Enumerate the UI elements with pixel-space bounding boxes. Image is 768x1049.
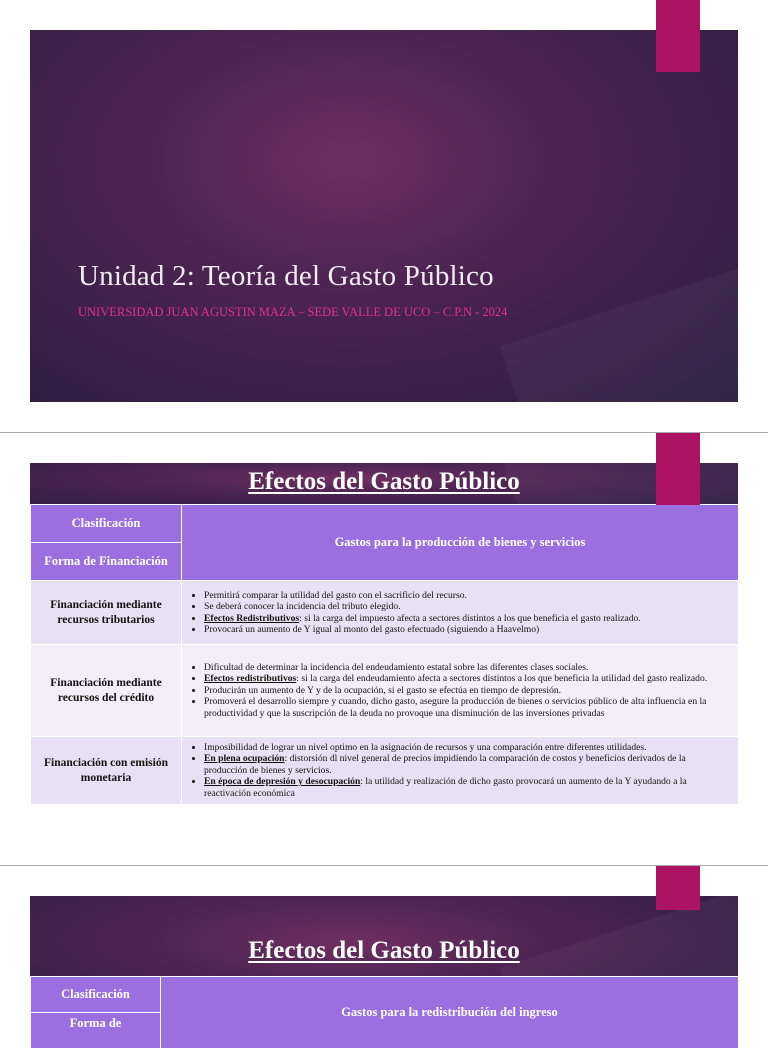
table-row: [31, 737, 739, 805]
list-item: • Imposibilidad de lograr un nivel optimo en la asignación de recursos y una comparación entre diferentes utilidades.: [204, 742, 728, 754]
slide-accent-tab: [656, 866, 700, 910]
row-body: [182, 581, 739, 645]
bullet-list: [182, 660, 738, 722]
slide-title: Efectos del Gasto Público: [248, 937, 520, 964]
list-item: • Producirán un aumento de Y y de la ocupación, si el gasto se efectúa en tiempo de depresión.: [204, 685, 728, 697]
slide-divider: [0, 865, 768, 866]
slide-title: Unidad 2: Teoría del Gasto Público: [78, 260, 494, 292]
header-clasificacion: Clasificación: [31, 505, 182, 543]
slide-accent-tab: [656, 433, 700, 505]
slide-accent-tab: [656, 0, 700, 72]
list-item: • En época de depresión y desocupación: la utilidad y realización de dicho gasto provocará un aumento de la Y ayudando a la reactivación económica: [204, 776, 728, 799]
list-item: • Provocará un aumento de Y igual al monto del gasto efectuado (siguiendo a Haavelmo): [204, 624, 728, 636]
bullet-list: [182, 588, 738, 638]
list-item: • Efectos redistributivos: si la carga del endeudamiento afecta a sectores distintos a los que beneficia la utilidad del gasto realizado.: [204, 673, 728, 685]
slide-heading: [30, 468, 738, 496]
header-forma-financiacion: Forma de Financiación: [31, 543, 182, 581]
title-slide: [30, 30, 738, 402]
slide-divider: [0, 432, 768, 433]
table-row: [31, 645, 739, 737]
slide-title: Efectos del Gasto Público: [248, 468, 520, 495]
header-main: Gastos para la producción de bienes y servicios: [182, 505, 739, 581]
bullet-list: [182, 740, 738, 802]
table-row: [31, 581, 739, 645]
list-item: • En plena ocupación: distorsión dl nivel general de precios impidiendo la comparación de costos y beneficios derivados de la producción de bienes y servicios.: [204, 753, 728, 776]
list-item: • Efectos Redistributivos: si la carga del impuesto afecta a sectores distintos a los que beneficia el gasto realizado.: [204, 613, 728, 625]
row-label: Financiación con emisión monetaria: [31, 737, 182, 805]
list-item: • Promoverá el desarrollo siempre y cuando, dicho gasto, asegure la producción de bienes o servicios público de alta influencia en la productividad y que la suscripción de la deuda no provoque una disminución de las inversiones privadas: [204, 696, 728, 719]
header-main: Gastos para la redistribución del ingreso: [161, 977, 739, 1049]
row-body: [182, 645, 739, 737]
slide-subtitle: UNIVERSIDAD JUAN AGUSTIN MAZA – SEDE VALLE DE UCO – C.P.N - 2024: [78, 305, 508, 319]
row-label: Financiación mediante recursos tributarios: [31, 581, 182, 645]
row-body: [182, 737, 739, 805]
effects-table: [30, 504, 739, 805]
list-item: • Se deberá conocer la incidencia del tributo elegido.: [204, 601, 728, 613]
header-clasificacion: Clasificación: [31, 977, 161, 1013]
list-item: • Permitirá comparar la utilidad del gasto con el sacrificio del recurso.: [204, 590, 728, 602]
row-label: Financiación mediante recursos del crédito: [31, 645, 182, 737]
list-item: • Dificultad de determinar la incidencia del endeudamiento estatal sobre las diferentes clases sociales.: [204, 662, 728, 674]
effects-table-2: [30, 976, 739, 1049]
header-forma-financiacion: Forma de: [31, 1013, 161, 1049]
slide-heading: [30, 937, 738, 965]
